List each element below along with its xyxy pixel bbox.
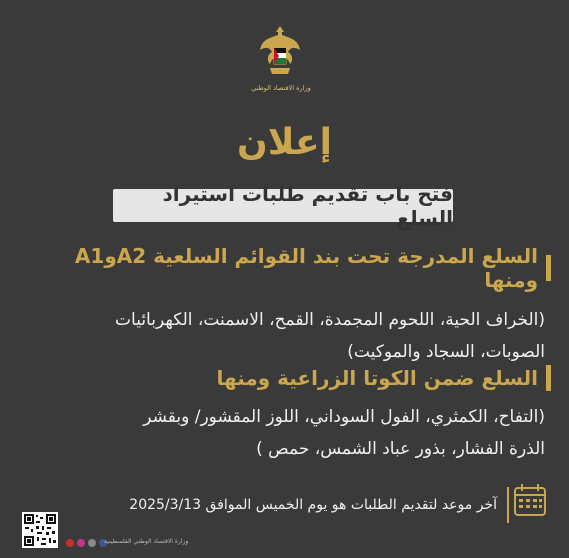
- body-line: الذرة الفشار، بذور عباد الشمس، حمص ): [256, 439, 545, 460]
- social-handle: وزارة الاقتصاد الوطني الفلسطينية: [104, 538, 189, 545]
- ministry-name: وزارة الاقتصاد الوطني: [251, 84, 311, 92]
- instagram-icon[interactable]: [77, 539, 85, 547]
- deadline-row: [66, 482, 509, 528]
- deadline-separator: [507, 487, 509, 523]
- body-line: (التفاح، الكمثري، الفول السوداني، اللوز المقشور/ وبقشر: [143, 407, 545, 427]
- body-line: الصوبات، السجاد والموكيت): [347, 342, 545, 363]
- section-heading: السلع ضمن الكوتا الزراعية ومنها: [216, 366, 538, 390]
- subtitle-text: فتح باب تقديم طلبات استيراد السلع: [162, 181, 453, 230]
- section-body: [16, 401, 551, 466]
- announcement-title: إعلان: [237, 122, 332, 163]
- subtitle-banner: [113, 181, 453, 230]
- social-icons: [66, 537, 107, 549]
- eagle-emblem-icon: [258, 24, 302, 82]
- deadline-text: آخر موعد لتقديم الطلبات هو يوم الخميس الموافق 2025/3/13: [129, 497, 497, 513]
- section-marker: [546, 365, 551, 391]
- section-agri-quota: [16, 365, 551, 466]
- section-body: [16, 304, 551, 369]
- qr-code-icon[interactable]: [22, 512, 58, 548]
- body-line: (الخراف الحية، اللحوم المجمدة، القمح، الاسمنت، الكهربائيات: [115, 310, 545, 330]
- twitter-icon[interactable]: [88, 539, 96, 547]
- calendar-icon: [512, 482, 548, 518]
- section-heading: السلع المدرجة تحت بند القوائم السلعية A2وA1 ومنها: [74, 244, 539, 292]
- section-marker: [546, 255, 551, 281]
- youtube-icon[interactable]: [66, 539, 74, 547]
- section-listed-goods: [16, 244, 551, 369]
